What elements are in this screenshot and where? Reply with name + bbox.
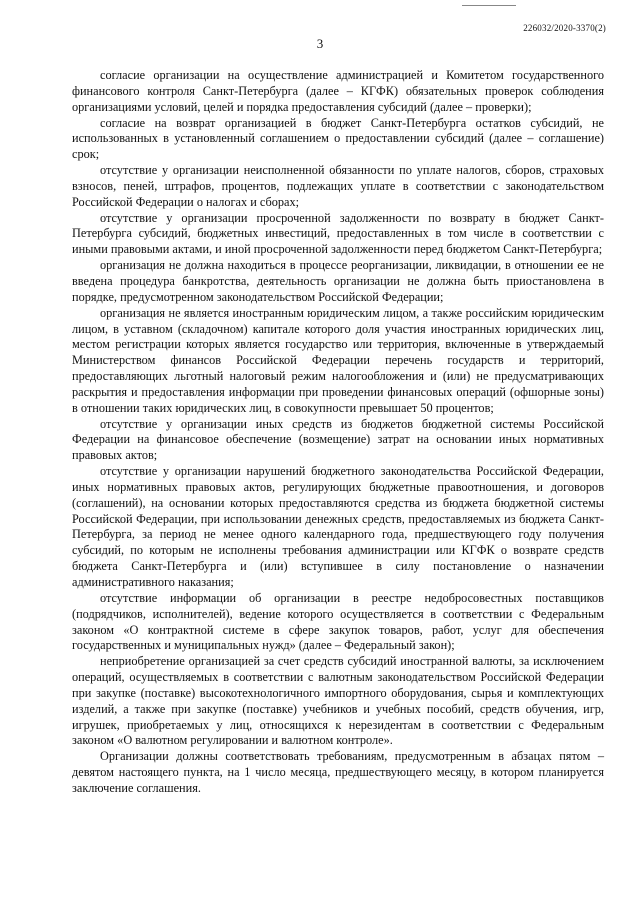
paragraph: Организации должны соответствовать требованиям, предусмотренным в абзацах пятом – девятом настоящего пункта, на 1 число месяца, предшествующего месяцу, в котором планируется заключение соглашения. [72,749,604,795]
paragraph: неприобретение организацией за счет средств субсидий иностранной валюты, за исключением операций, осуществляемых в соответствии с валютным законодательством Российской Федерации при закупке (поставке) высокотехнологичного импортного оборудования, сырья и комплектующих изделий, а также при закупке (поставке) учебников и учебных пособий, средств обучения, игр, игрушек, приобретаемых у лиц, относящихся к нерезидентам в соответствии с Федеральным законом «О валютном регулировании и валютном контроле». [72,654,604,748]
page-number: 3 [316,36,324,51]
paragraph: отсутствие у организации просроченной задолженности по возврату в бюджет Санкт-Петербурга субсидий, бюджетных инвестиций, предоставленных в том числе в соответствии с иными правовыми актами, и иной просроченной задолженности перед бюджетом Санкт-Петербурга; [72,210,604,257]
paragraph: отсутствие у организации нарушений бюджетного законодательства Российской Федерации, иных нормативных правовых актов, регулирующих бюджетные правоотношения, и договоров (соглашений), на основании которых предоставляются средства из бюджета бюджетной системы Российской Федерации, при использовании денежных средств, предоставляемых из бюджета Санкт-Петербурга, за период не менее одного календарного года, предшествующего году получения субсидий, по которым не исполнены требования администрации или КГФК о возврате средств бюджета Санкт-Петербурга и (или) вступившее в силу постановление о назначении административного наказания; [72,464,604,589]
paragraph: отсутствие информации об организации в реестре недобросовестных поставщиков (подрядчиков, исполнителей), ведение которого осуществляется в соответствии с Федеральным законом «О контрактной системе в сфере закупок товаров, работ, услуг для обеспечения государственных и муниципальных нужд» (далее – Федеральный закон); [72,590,604,653]
paragraph: организация не является иностранным юридическим лицом, а также российским юридическим лицом, в уставном (складочном) капитале которого доля участия иностранных юридических лиц, местом регистрации которых является государство или территория, включенные в утверждаемый Министерством финансов Российской Федерации перечень государств и территорий, предоставляющих льготный налоговый режим налогообложения и (или) не предусматривающих раскрытия и предоставления информации при проведении финансовых операций (офшорные зоны) в отношении таких юридических лиц, в совокупности превышает 50 процентов; [72,305,604,415]
document-id: 226032/2020-3370(2) [523,23,606,33]
paragraph: отсутствие у организации иных средств из бюджетов бюджетной системы Российской Федерации на финансовое обеспечение (возмещение) затрат на основании иных нормативных правовых актов; [72,416,604,463]
document-body [72,68,604,797]
paragraph: согласие на возврат организацией в бюджет Санкт-Петербурга остатков субсидий, не использованных в установленный соглашением о предоставлении субсидий (далее – соглашение) срок; [72,115,604,162]
paragraph: согласие организации на осуществление администрацией и Комитетом государственного финансового контроля Санкт-Петербурга (далее – КГФК) обязательных проверок соблюдения организациями условий, целей и порядка предоставления субсидий (далее – проверки); [72,68,604,114]
paragraph: отсутствие у организации неисполненной обязанности по уплате налогов, сборов, страховых взносов, пеней, штрафов, процентов, подлежащих уплате в соответствии с законодательством Российской Федерации о налогах и сборах; [72,163,604,209]
scan-mark [462,0,516,6]
paragraph: организация не должна находиться в процессе реорганизации, ликвидации, в отношении ее не введена процедура банкротства, деятельность организации не должна быть приостановлена в порядке, предусмотренном законодательством Российской Федерации; [72,258,604,304]
